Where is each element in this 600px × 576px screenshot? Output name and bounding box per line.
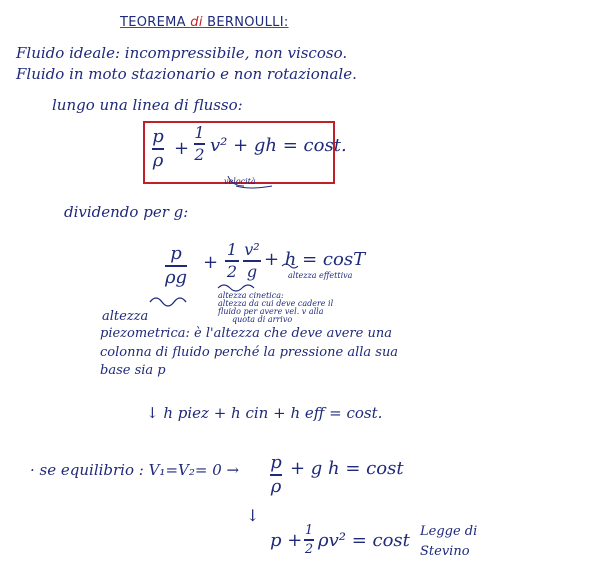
- stevino-law-label-1: Legge di: [420, 524, 478, 539]
- velocity-annotation: velocità: [224, 177, 256, 186]
- effective-brace: [282, 264, 298, 268]
- fluid-definition-line-2: Fluido in moto stazionario e non rotazionale.: [16, 65, 357, 83]
- effective-height-label: altezza effettiva: [288, 271, 353, 280]
- one-half-fraction-2: 1 2: [226, 240, 238, 281]
- streamline-heading: lungo una linea di flusso:: [52, 96, 243, 114]
- kinetic-brace: [218, 285, 254, 291]
- fluid-definition-line-1: Fluido ideale: incompressibile, non viscoso.: [16, 44, 348, 62]
- one-half-fraction: 1 2: [194, 123, 205, 164]
- velocity-brace: [228, 176, 244, 186]
- dividing-by-g-heading: dividendo per g:: [64, 203, 189, 221]
- p-over-rho-fraction: p ρ: [152, 126, 164, 171]
- sum-of-heights-equation: ↓ h piez + h cin + h eff = cost.: [146, 404, 383, 422]
- p-over-rho-fraction-2: p ρ: [270, 452, 282, 497]
- p-over-rho-g-fraction: p ρg: [164, 243, 188, 288]
- equilibrium-condition: · se equilibrio : V₁=V₂= 0 →: [30, 461, 240, 479]
- one-half-fraction-3: 1 2: [304, 523, 314, 557]
- piezometric-brace: [150, 298, 186, 306]
- stevino-law-label-2: Stevino: [420, 544, 470, 559]
- v2-over-g-fraction: v² g: [244, 240, 260, 281]
- page-title: TEOREMA di BERNOULLI:: [120, 15, 289, 30]
